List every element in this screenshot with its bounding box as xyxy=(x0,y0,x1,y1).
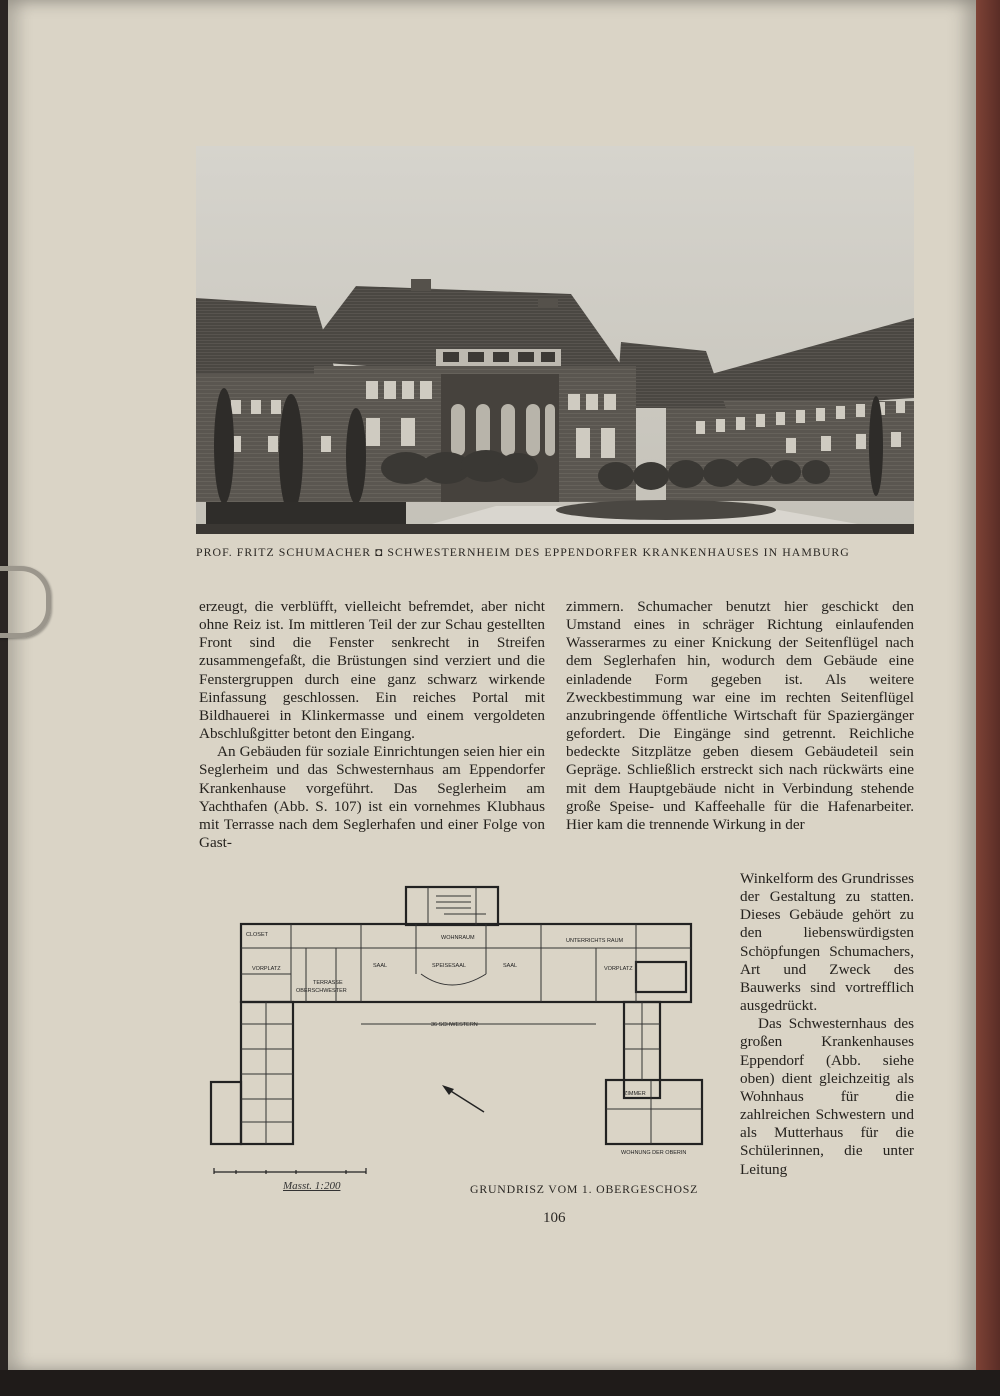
paragraph: Winkelform des Grundrisses der Gestaltung zu statten. Dieses Gebäude gehört zu den liebenswürdigsten Schöpfungen Schumachers, Art und Zweck des Bauwerks sind vortrefflich ausgedrückt. xyxy=(740,870,915,1015)
schwesternheim-illustration xyxy=(196,146,914,534)
paragraph: zimmern. Schumacher benutzt hier geschickt den Umstand eines in schräger Richtung einlaufenden Wasserarmes zu einer Knickung der Seitenflügel nach dem Seglerhafen hin, wodurch dem Gebäude eine einladende Form gegeben ist. Als weitere Zweckbestimmung war eine im rechten Seitenflügel anzubringende öffentliche Wirtschaft für Spaziergänger gefordert. Die Eingänge sind getrennt. Reichliche bedeckte Sitzplätze geben diesem Gebäudeteil sein Gepräge. Schließlich erstreckt sich nach rückwärts eine mit dem Hauptgebäude nicht in Verbindung stehende große Speise- und Kaffeehalle für die Hafenarbeiter. Hier kam die trennende Wirkung in der xyxy=(566,598,914,833)
paragraph: erzeugt, die verblüfft, vielleicht befremdet, aber nicht ohne Reiz ist. Im mittleren Teil der zur Schau gestellten Front sind die Fenster senkrecht in Streifen zusammengefaßt, die Brüstungen sind verziert und die Fenstergruppen durch eine ganz schwarz wirkende Einfassung geschlossen. Ein reiches Portal mit Bildhauerei in Klinkermasse und einem vergoldeten Abschlußgitter betont den Eingang. xyxy=(199,598,545,743)
room-label: ZIMMER xyxy=(624,1091,646,1097)
room-label: TERRASSE xyxy=(313,980,343,986)
text-column-right xyxy=(566,598,914,834)
room-label: UNTERRICHTS RAUM xyxy=(566,938,624,944)
paragraph: Das Schwesternhaus des großen Krankenhauses Eppendorf (Abb. siehe oben) dient gleichzeitig als Wohnhaus für die zahlreichen Schwestern und als Mutterhaus für die Schülerinnen, die unter Leitung xyxy=(740,1015,914,1178)
paper-clip-icon xyxy=(0,566,51,638)
page-number: 106 xyxy=(543,1210,566,1226)
floor-plan-drawing xyxy=(196,884,721,1174)
room-label: OBERSCHWESTER xyxy=(296,988,347,994)
room-label: SPEISESAAL xyxy=(432,963,466,969)
room-label: VORPLATZ xyxy=(604,966,633,972)
room-label: 36 SCHWESTERN xyxy=(431,1022,478,1028)
scale-label: Masst. 1:200 xyxy=(283,1180,341,1192)
room-label: WOHNRAUM xyxy=(441,935,475,941)
scale-bar xyxy=(214,1168,366,1174)
room-label: SAAL xyxy=(373,963,388,969)
text-column-right-narrow xyxy=(740,870,914,1179)
room-label: VORPLATZ xyxy=(252,966,281,972)
paragraph: An Gebäuden für soziale Einrichtungen seien hier ein Seglerheim und das Schwesternhaus am Eppendorfer Krankenhause vorgeführt. Das Seglerheim am Yachthafen (Abb. S. 107) ist ein vornehmes Klubhaus mit Terrasse nach dem Seglerhafen und einer Folge von Gast- xyxy=(199,743,545,852)
room-label: SAAL xyxy=(503,963,518,969)
photo-caption: PROF. FRITZ SCHUMACHER ◘ SCHWESTERNHEIM DES EPPENDORFER KRANKENHAUSES IN HAMBURG xyxy=(196,545,850,559)
text-column-left xyxy=(199,598,545,852)
scan-background xyxy=(0,1370,1000,1396)
building-photograph xyxy=(196,146,914,534)
floor-plan-caption: GRUNDRISZ VOM 1. OBERGESCHOSZ xyxy=(470,1182,699,1196)
room-label: WOHNUNG DER OBERIN xyxy=(621,1150,687,1156)
floor-plan-svg xyxy=(196,884,721,1174)
room-label: CLOSET xyxy=(246,932,269,938)
